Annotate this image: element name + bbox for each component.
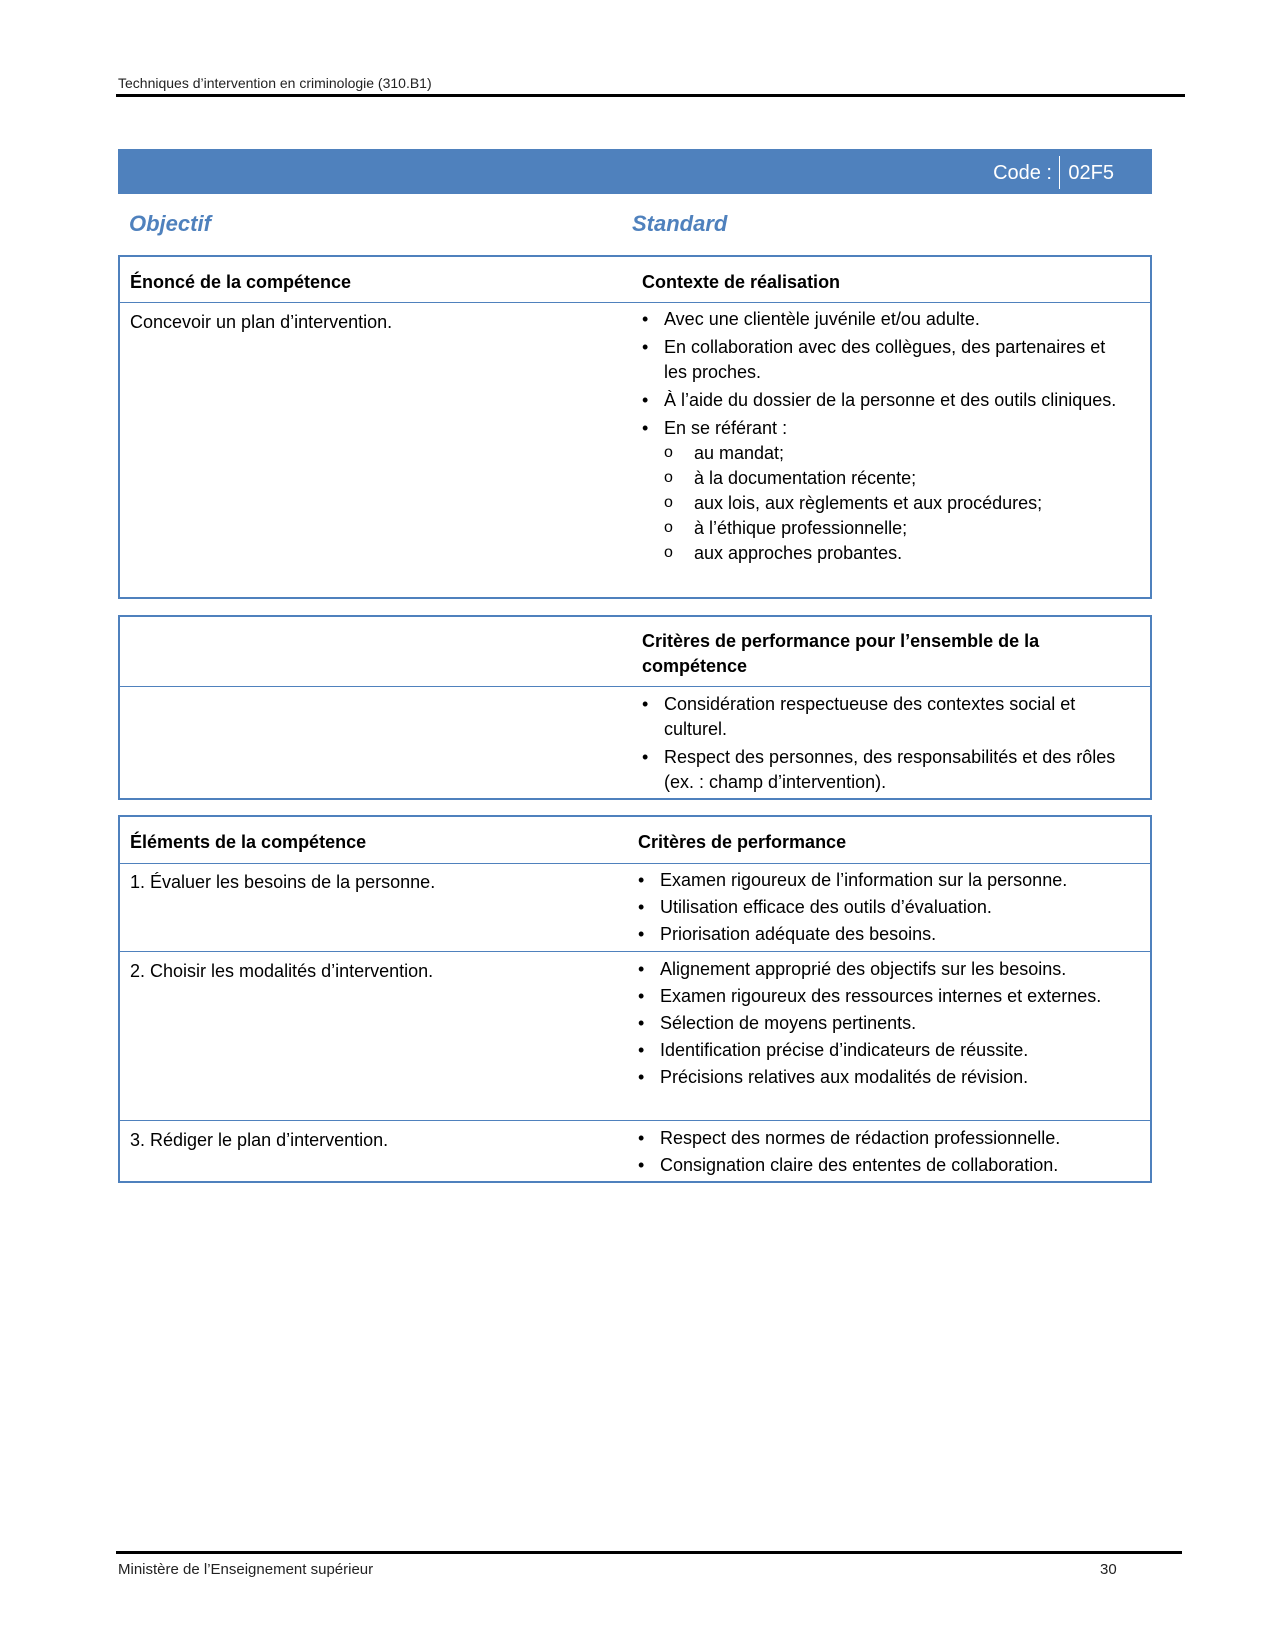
criteria-list-3 — [638, 1125, 1143, 1179]
criteria-item: • Identification précise d’indicateurs de réussite. — [638, 1038, 1118, 1063]
competence-context-box — [118, 255, 1152, 599]
context-subitem: o à la documentation récente; — [664, 466, 1122, 491]
footer-rule — [116, 1551, 1182, 1554]
criteria-item: • Examen rigoureux de l’information sur la personne. — [638, 867, 1143, 894]
code-band — [118, 149, 1152, 194]
element-row-1: 1. Évaluer les besoins de la personne. — [130, 872, 436, 892]
code-label: Code : — [993, 162, 1052, 184]
context-item: • En se référant : — [642, 416, 1122, 441]
criteria-item: • Consignation claire des ententes de collaboration. — [638, 1152, 1143, 1179]
overall-criteria-item: • Respect des personnes, des responsabilités et des rôles (ex. : champ d’intervention). — [642, 745, 1142, 795]
criteria-list-1 — [638, 867, 1143, 948]
criteria-list-2 — [638, 957, 1118, 1090]
context-item: • En collaboration avec des collègues, des partenaires et les proches. — [642, 335, 1122, 385]
code-separator — [1059, 156, 1060, 189]
elements-table — [118, 815, 1152, 1183]
context-subitem: o aux lois, aux règlements et aux procédures; — [664, 491, 1122, 516]
overall-criteria-list — [642, 692, 1142, 795]
criteria-item: • Examen rigoureux des ressources internes et externes. — [638, 984, 1118, 1009]
context-list — [642, 307, 1122, 566]
element-row-2: 2. Choisir les modalités d’intervention. — [130, 961, 434, 981]
context-item: • Avec une clientèle juvénile et/ou adulte. — [642, 307, 1122, 332]
standard-title: Standard — [632, 211, 728, 236]
context-subitem: o à l’éthique professionnelle; — [664, 516, 1122, 541]
page-number: 30 — [1100, 1561, 1117, 1578]
criteria-item: • Respect des normes de rédaction professionnelle. — [638, 1125, 1143, 1152]
running-header: Techniques d’intervention en criminologie (310.B1) — [118, 75, 432, 91]
code-value: 02F5 — [1068, 162, 1114, 184]
context-subitem: o au mandat; — [664, 441, 1122, 466]
header-rule — [116, 94, 1185, 97]
footer-ministry: Ministère de l’Enseignement supérieur — [118, 1561, 374, 1578]
elements-heading: Éléments de la compétence — [130, 832, 367, 852]
competence-statement: Concevoir un plan d’intervention. — [130, 312, 393, 332]
competence-heading: Énoncé de la compétence — [130, 272, 352, 292]
criteria-item: • Sélection de moyens pertinents. — [638, 1011, 1118, 1036]
objective-title: Objectif — [129, 211, 211, 236]
context-subitem: o aux approches probantes. — [664, 541, 1122, 566]
criteria-item: • Alignement approprié des objectifs sur les besoins. — [638, 957, 1118, 982]
criteria-item: • Utilisation efficace des outils d’évaluation. — [638, 894, 1143, 921]
overall-criteria-heading: Critères de performance pour l’ensemble de la compétence — [642, 631, 1040, 676]
overall-criteria-box — [118, 615, 1152, 800]
overall-criteria-item: • Considération respectueuse des contextes social et culturel. — [642, 692, 1142, 742]
context-heading: Contexte de réalisation — [642, 272, 841, 292]
criteria-heading: Critères de performance — [638, 832, 847, 852]
element-row-3: 3. Rédiger le plan d’intervention. — [130, 1130, 389, 1150]
context-item: • À l’aide du dossier de la personne et des outils cliniques. — [642, 388, 1122, 413]
criteria-item: • Priorisation adéquate des besoins. — [638, 921, 1143, 948]
criteria-item: • Précisions relatives aux modalités de révision. — [638, 1065, 1118, 1090]
